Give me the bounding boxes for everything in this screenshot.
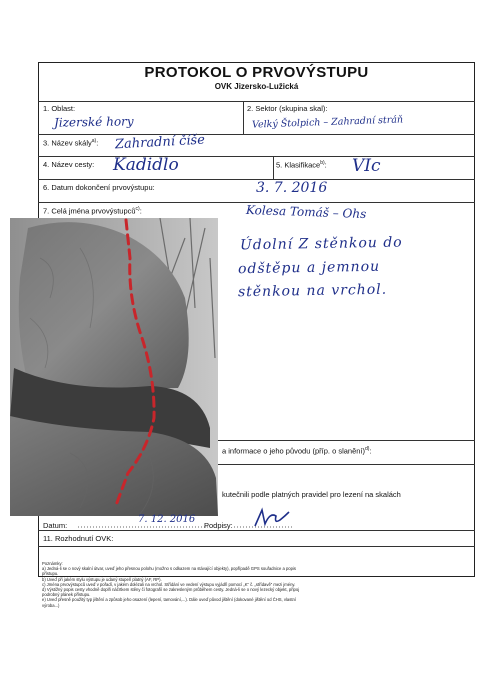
row-divider: [38, 101, 475, 102]
klasifikace-label: 5. Klasifikace$^{b)}$:: [276, 160, 327, 170]
prvovystupci-value: Kolesa Tomáš – Ohs: [245, 202, 367, 222]
datum-value: 3. 7. 2016: [256, 180, 328, 196]
klasifikace-value: VIc: [352, 156, 381, 176]
sektor-label: 2. Sektor (skupina skal):: [247, 104, 328, 113]
row-divider: [38, 530, 475, 531]
podpis-datum-value: 7. 12. 2016: [138, 514, 196, 525]
nazev-skaly-label: 3. Název skály$^{a)}$:: [43, 138, 99, 148]
sektor-value: Velký Štolpich – Zahradní stráň: [251, 114, 404, 131]
row-divider: [38, 546, 475, 547]
note-line: c) Jména prvovýstupců uveď v pořadí, v jakém dolézali na vrchol. Střídání ve vedení výstupu vyjádři pomocí „K“ č. „střídavě“ mezi jmény.: [42, 581, 296, 587]
row-divider: [38, 156, 475, 157]
note-line: a) Jedná-li se o nový skalní útvar, uveď jeho přesnou polohu (možno s odkazem na stávající objekty), popřípadě GPS souřadnice a popis: [42, 566, 296, 572]
rock-photo: [10, 218, 218, 516]
page-subtitle: OVK Jizersko-Lužická: [214, 82, 299, 91]
prvovystupci-label: 7. Celá jména prvovýstupců$^{c)}$:: [43, 206, 142, 216]
oblast-value: Jizerské hory: [53, 114, 134, 130]
note-line: b) Uveď při jakém stylu výstupu je udaný stupeň platný (AF, RP).: [42, 576, 162, 582]
popis-line-3: stěnkou na vrchol.: [237, 281, 388, 301]
datum-dotted-line: [78, 525, 208, 529]
nazev-cesty-value: Kadidlo: [113, 155, 179, 175]
row-divider: [38, 134, 475, 135]
nazev-skaly-value: Zahradní číše: [114, 132, 206, 153]
notes-heading: Poznámky:: [42, 561, 63, 566]
note-line: výroba...): [42, 602, 60, 608]
popis-line-1: Údolní Z stěnkou do: [239, 234, 403, 254]
note-line: e) Uveď přesně použitý typ jištění a způsob jeho osazení (lepení, tamování,...). Dále uveď původ jištění (dokované jištění od ČHS, vlastní: [42, 597, 296, 603]
signature-mark: [252, 506, 292, 530]
podpisy-label: Podpisy:: [204, 521, 233, 530]
nazev-cesty-label: 4. Název cesty:: [43, 160, 95, 169]
note-line: podrobný plánek přístupu.: [42, 592, 91, 598]
datum-label: 6. Datum dokončení prvovýstupu:: [43, 183, 155, 192]
column-divider: [273, 156, 274, 179]
page-title: PROTOKOL O PRVOVÝSTUPU: [144, 64, 369, 81]
note-line: přístupu.: [42, 571, 59, 577]
oblast-label: 1. Oblast:: [43, 104, 76, 113]
pravidla-label: kutečnili podle platných pravidel pro lezení na skalách: [222, 490, 401, 499]
note-line: d) Výstižný popis cesty vhodně doplň náčrtkem stěny či fotografií se zakresleným průběhem cesty. Jedná-li se o nový lezecký objekt, připoj: [42, 587, 300, 593]
rozhodnuti-label: 11. Rozhodnutí OVK:: [43, 534, 114, 543]
podpis-datum-label: Datum:: [43, 521, 68, 530]
popis-line-2: odštěpu a jemnou: [237, 258, 381, 278]
column-divider: [243, 101, 244, 134]
informace-label: a informace o jeho původu (příp. o slanění)$^{d)}$:: [222, 446, 372, 456]
notes-block: [42, 561, 472, 608]
